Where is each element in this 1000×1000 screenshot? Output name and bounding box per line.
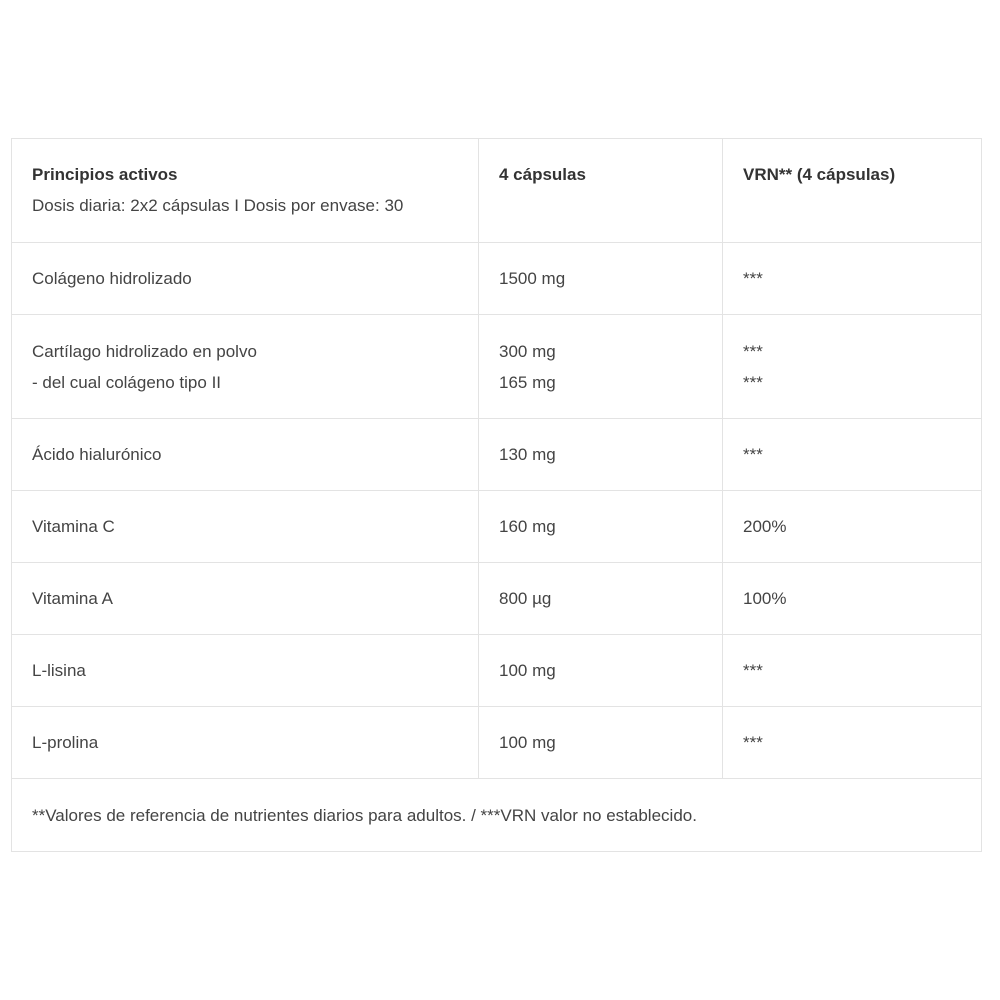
ingredient-amount: 1500 mg — [479, 243, 723, 315]
header-title-active-ingredients: Principios activos — [32, 165, 178, 184]
ingredient-vrn: 100% — [723, 563, 982, 635]
ingredient-name: Vitamina C — [12, 491, 479, 563]
table-row — [12, 563, 982, 635]
header-active-ingredients — [12, 139, 479, 243]
ingredient-subname: - del cual colágeno tipo II — [32, 372, 222, 392]
table-row — [12, 635, 982, 707]
ingredient-amount: 130 mg — [479, 419, 723, 491]
ingredient-vrn: *** — [723, 707, 982, 779]
ingredient-vrn: 200% — [723, 491, 982, 563]
header-title-capsules: 4 cápsulas — [499, 165, 586, 184]
ingredient-name: L-prolina — [12, 707, 479, 779]
ingredient-name: Cartílago hidrolizado en polvo — [32, 341, 257, 361]
nutrition-table — [11, 138, 982, 852]
ingredient-name-cell — [12, 315, 479, 419]
ingredient-vrn: *** — [743, 341, 763, 361]
table-row — [12, 243, 982, 315]
ingredient-name: L-lisina — [12, 635, 479, 707]
header-vrn — [723, 139, 982, 243]
header-title-vrn: VRN** (4 cápsulas) — [743, 165, 896, 184]
ingredient-amount: 160 mg — [479, 491, 723, 563]
table-row — [12, 419, 982, 491]
ingredient-amount: 100 mg — [479, 707, 723, 779]
ingredient-name: Ácido hialurónico — [12, 419, 479, 491]
ingredient-name: Colágeno hidrolizado — [12, 243, 479, 315]
ingredient-subvrn: *** — [743, 372, 763, 392]
ingredient-amount: 800 µg — [479, 563, 723, 635]
table-row — [12, 491, 982, 563]
ingredient-amount: 300 mg — [499, 341, 556, 361]
ingredient-vrn-cell — [723, 315, 982, 419]
ingredient-vrn: *** — [723, 419, 982, 491]
ingredient-subamount: 165 mg — [499, 372, 556, 392]
table-header-row — [12, 139, 982, 243]
footnote: **Valores de referencia de nutrientes diarios para adultos. / ***VRN valor no establecido. — [12, 779, 982, 852]
ingredient-vrn: *** — [723, 635, 982, 707]
header-capsules — [479, 139, 723, 243]
ingredient-amount: 100 mg — [479, 635, 723, 707]
table-row — [12, 315, 982, 419]
ingredient-amount-cell — [479, 315, 723, 419]
header-dosage-subtitle: Dosis diaria: 2x2 cápsulas I Dosis por envase: 30 — [32, 196, 404, 215]
table-row — [12, 707, 982, 779]
ingredient-vrn: *** — [723, 243, 982, 315]
ingredient-name: Vitamina A — [12, 563, 479, 635]
table-footnote-row — [12, 779, 982, 852]
